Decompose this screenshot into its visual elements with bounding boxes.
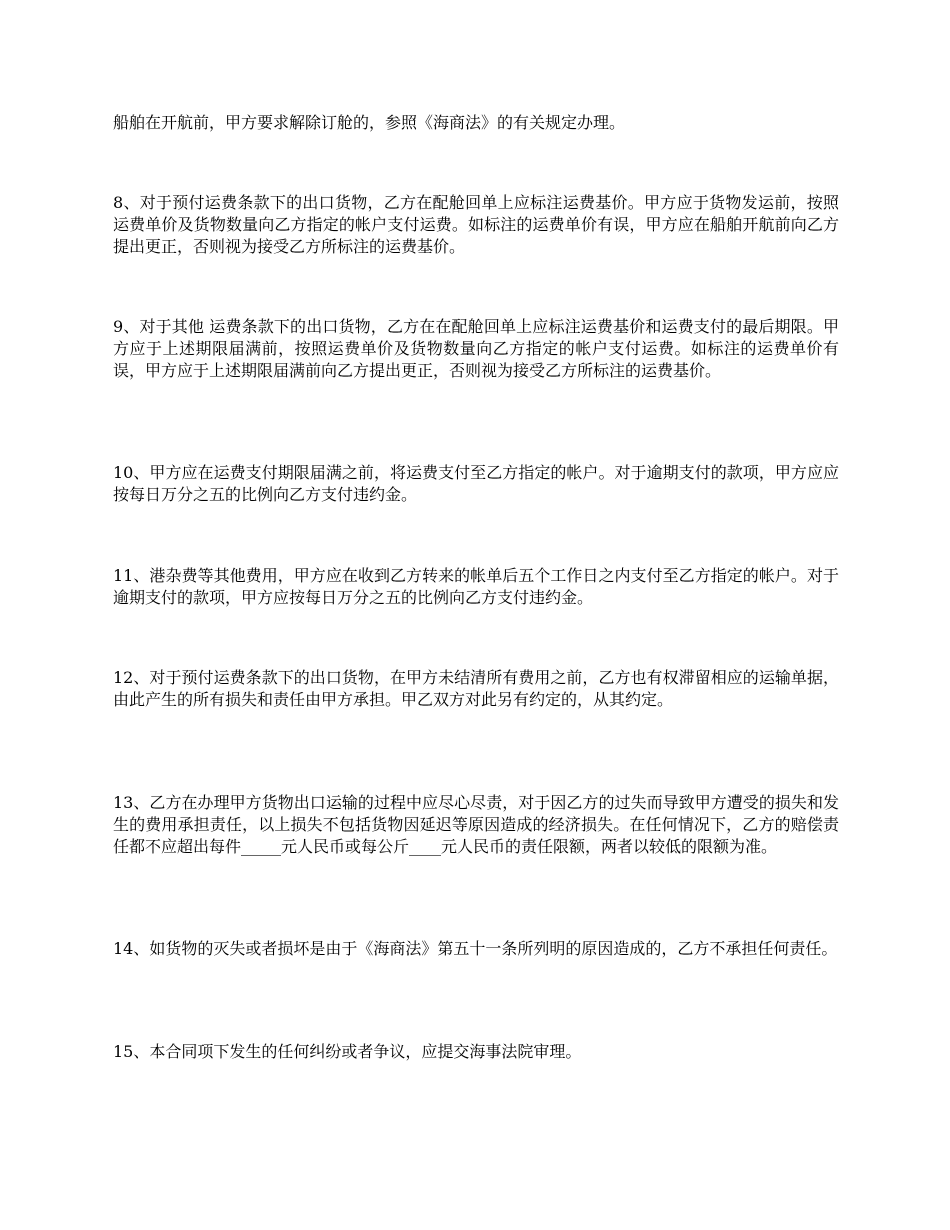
paragraph-clause-13: 13、乙方在办理甲方货物出口运输的过程中应尽心尽责，对于因乙方的过失而导致甲方遭受的损失和发生的费用承担责任，以上损失不包括货物因延迟等原因造成的经济损失。在任何情况下，乙方的赔偿责任都不应超出每件_____元人民币或每公斤____元人民币的责任限额，两者以较低的限额为准。 <box>113 793 839 856</box>
paragraph-clause-10: 10、甲方应在运费支付期限届满之前，将运费支付至乙方指定的帐户。对于逾期支付的款项，甲方应应按每日万分之五的比例向乙方支付违约金。 <box>113 463 839 504</box>
paragraph-booking-cancellation: 船舶在开航前，甲方要求解除订舱的，参照《海商法》的有关规定办理。 <box>113 113 626 132</box>
paragraph-clause-9: 9、对于其他 运费条款下的出口货物，乙方在在配舱回单上应标注运费基价和运费支付的最后期限。甲方应于上述期限届满前，按照运费单价及货物数量向乙方指定的帐户支付运费。如标注的运费单价有误，甲方应于上述期限届满前向乙方提出更正，否则视为接受乙方所标注的运费基价。 <box>113 317 839 380</box>
paragraph-clause-14: 14、如货物的灭失或者损坏是由于《海商法》第五十一条所列明的原因造成的，乙方不承担任何责任。 <box>113 939 838 958</box>
paragraph-clause-15: 15、本合同项下发生的任何纠纷或者争议，应提交海事法院审理。 <box>113 1042 582 1061</box>
paragraph-clause-8: 8、对于预付运费条款下的出口货物，乙方在配舱回单上应标注运费基价。甲方应于货物发运前，按照运费单价及货物数量向乙方指定的帐户支付运费。如标注的运费单价有误，甲方应在船舶开航前向乙方提出更正，否则视为接受乙方所标注的运费基价。 <box>113 193 839 256</box>
paragraph-clause-12: 12、对于预付运费条款下的出口货物，在甲方未结清所有费用之前，乙方也有权滞留相应的运输单据，由此产生的所有损失和责任由甲方承担。甲乙双方对此另有约定的，从其约定。 <box>113 668 839 709</box>
paragraph-clause-11: 11、港杂费等其他费用，甲方应在收到乙方转来的帐单后五个工作日之内支付至乙方指定的帐户。对于逾期支付的款项，甲方应按每日万分之五的比例向乙方支付违约金。 <box>113 566 839 607</box>
